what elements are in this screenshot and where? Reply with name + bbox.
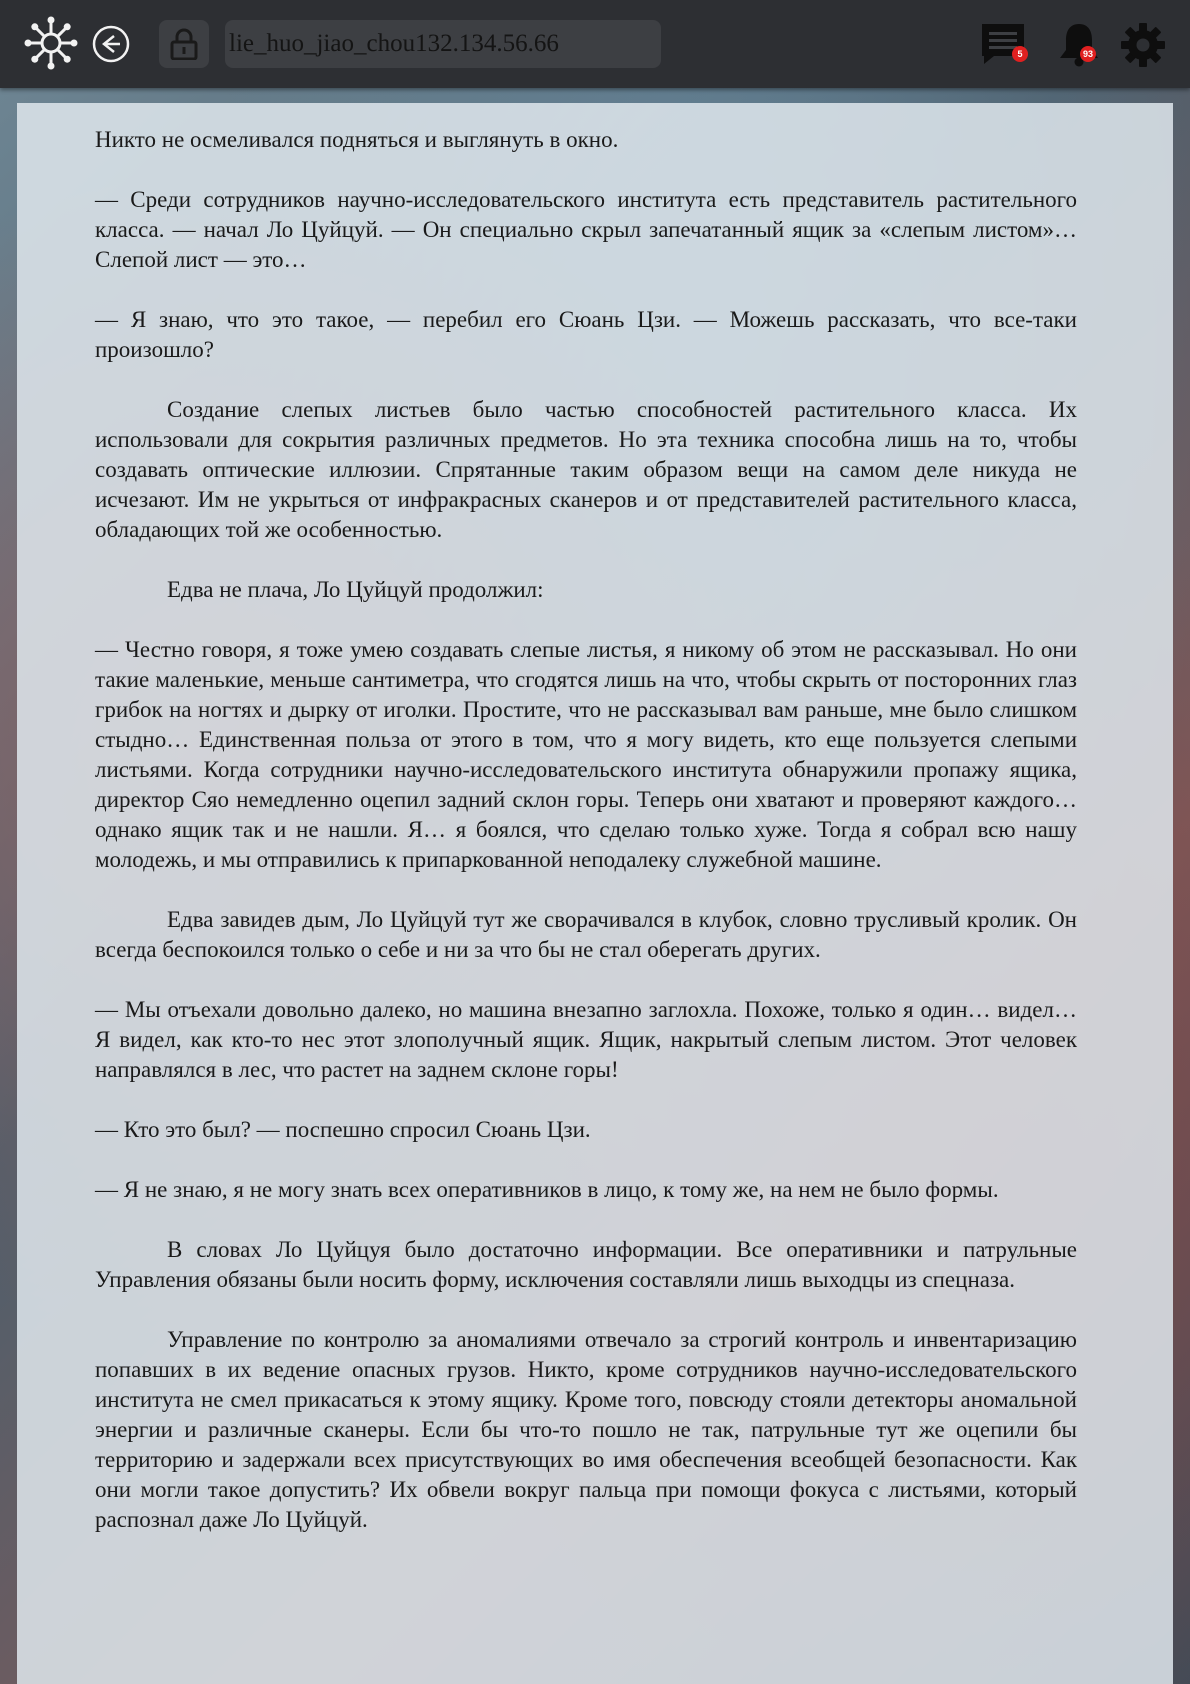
notifications-count-badge: 93 [1080,46,1096,62]
paragraph: Управление по контролю за аномалиями отвечало за строгий контроль и инвентаризацию попавших в их ведение опасных грузов. Никто, кроме сотрудников научно-исследовательского института не смел прикасаться к этому ящику. Кроме того, повсюду стояли детекторы аномальной энергии и различные сканеры. Если бы что-то пошло не так, патрульные тут же оцепили бы территорию и задержали всех присутствующих во имя обеспечения всеобщей безопасности. Как они могли такое допустить? Их обвели вокруг пальца при помощи фокуса с листьями, который распознал даже Ло Цуйцуй. [95,1327,1077,1532]
url-input[interactable]: lie_huo_jiao_chou132.134.56.66 [225,20,661,68]
paragraph: — Мы отъехали довольно далеко, но машина внезапно заглохла. Похоже, только я один… видел… Я видел, как кто-то нес этот злополучный ящик. Ящик, накрытый слепым листом. Этот человек направлялся в лес, что растет на заднем склоне горы! [95,997,1077,1082]
paragraph: — Я знаю, что это такое, — перебил его Сюань Цзи. — Можешь рассказать, что все-таки произошло? [95,307,1077,362]
paragraph: Едва завидев дым, Ло Цуйцуй тут же сворачивался в клубок, словно трусливый кролик. Он всегда беспокоился только о себе и ни за что бы не стал оберегать других. [95,907,1077,962]
lock-button[interactable] [159,20,209,68]
gear-icon[interactable] [1120,22,1166,68]
paragraph: Создание слепых листьев было частью способностей растительного класса. Их использовали для сокрытия различных предметов. Но эта техника способна лишь на то, чтобы создавать оптические иллюзии. Спрятанные таким образом вещи на самом деле никуда не исчезают. Им не укрыться от инфракрасных сканеров и от представителей растительного класса, обладающих той же особенностью. [95,397,1077,542]
messages-count-badge: 5 [1012,46,1028,62]
paragraph: — Я не знаю, я не могу знать всех оперативников в лицо, к тому же, на нем не было формы. [95,1177,999,1202]
bell-icon[interactable] [1056,20,1102,68]
paragraph: — Честно говоря, я тоже умею создавать слепые листья, я никому об этом не рассказывал. Но они такие маленькие, меньше сантиметра, что сгодятся лишь на что, чтобы скрыть от посторонних глаз грибок на ногтях и дырку от иголки. Простите, что не рассказывал вам раньше, мне было слишком стыдно… Единственная польза от этого в том, что я могу видеть, кто еще пользуется слепыми листьями. Когда сотрудники научно-исследовательского института обнаружили пропажу ящика, директор Сяо немедленно оцепил задний склон горы. Теперь они хватают и проверяют каждого… однако ящик так и не нашли. Я… я боялся, что сделаю только хуже. Тогда я собрал всю нашу молодежь, и мы отправились к припаркованной неподалеку служебной машине. [95,637,1077,872]
reading-pane[interactable] [17,103,1173,1684]
paragraph: Едва не плача, Ло Цуйцуй продолжил: [167,577,544,602]
network-logo-icon[interactable] [24,16,78,70]
paragraph: В словах Ло Цуйцуя было достаточно информации. Все оперативники и патрульные Управления обязаны были носить форму, исключения составляли лишь выходцы из спецназа. [95,1237,1077,1292]
paragraph: — Кто это был? — поспешно спросил Сюань Цзи. [95,1117,591,1142]
lock-icon [169,28,199,60]
paragraph: — Среди сотрудников научно-исследовательского института есть представитель растительного класса. — начал Ло Цуйцуй. — Он специально скрыл запечатанный ящик за «слепым листом»… Слепой лист — это… [95,187,1077,272]
top-toolbar [0,0,1190,88]
back-arrow-icon[interactable] [92,25,130,63]
paragraph: Никто не осмеливался подняться и выглянуть в окно. [95,127,619,152]
messages-icon[interactable] [980,22,1032,68]
chapter-text [95,125,1077,1535]
